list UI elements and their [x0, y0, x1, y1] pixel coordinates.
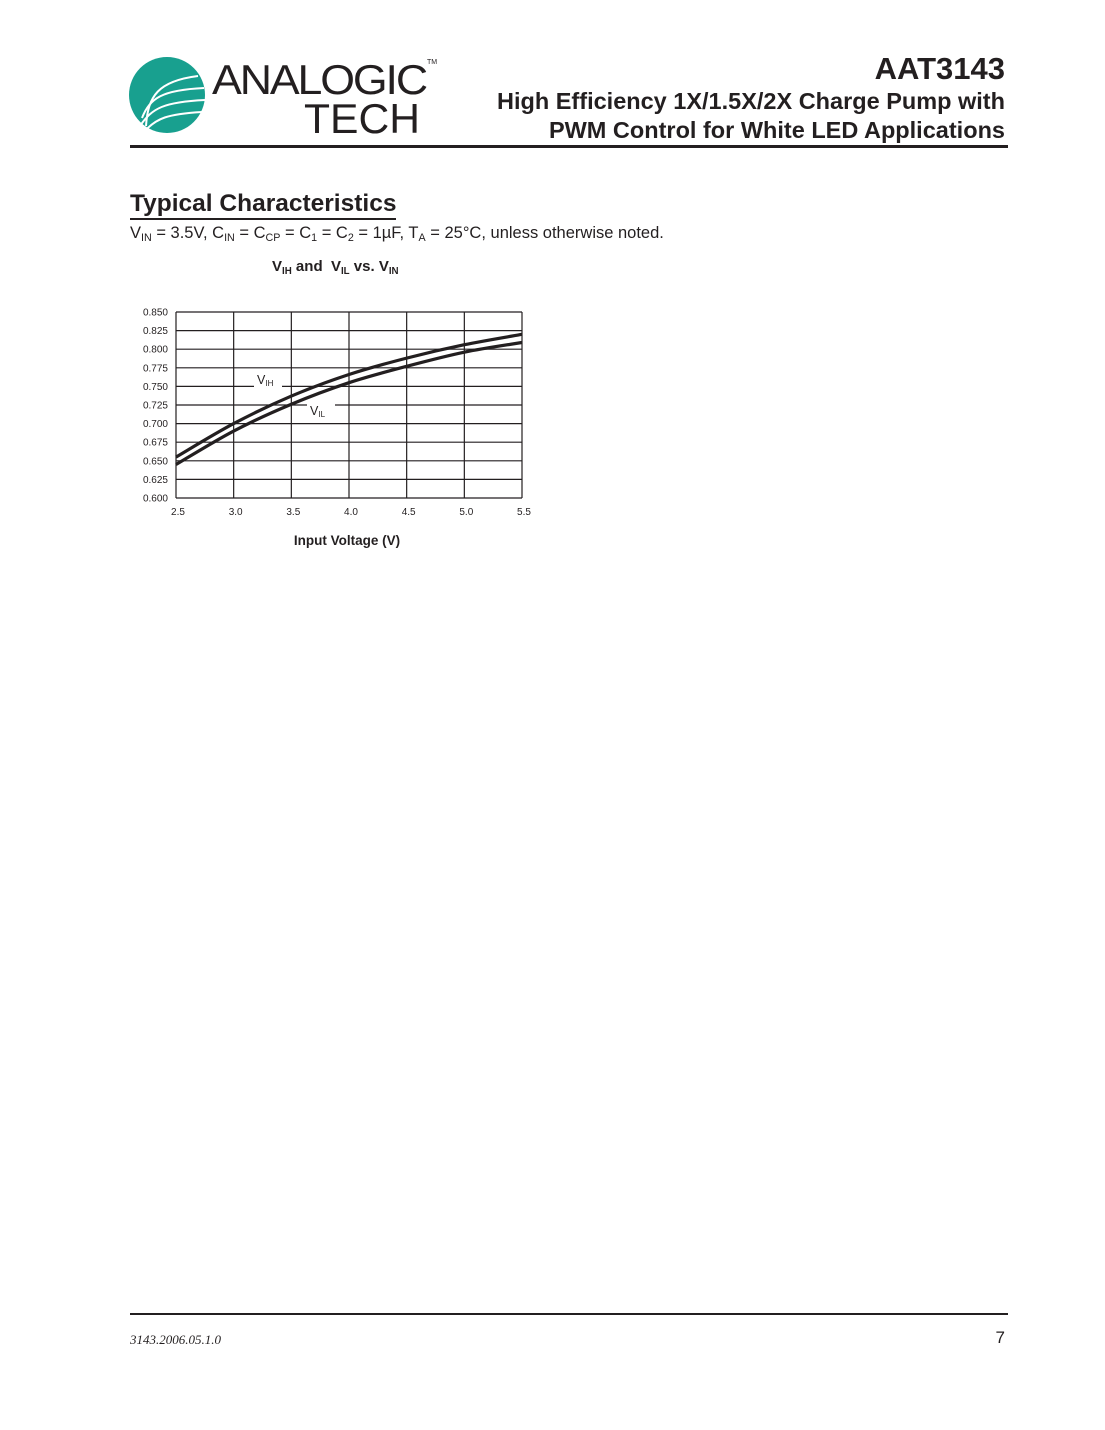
document-title-line-1: High Efficiency 1X/1.5X/2X Charge Pump with	[497, 88, 1005, 114]
svg-text:0.700: 0.700	[142, 419, 168, 431]
svg-text:0.725: 0.725	[142, 400, 168, 412]
chart-title: $V_{IH}$ and $V_{IL}$ vs. $V_{IN}$	[272, 258, 399, 277]
document-code: 3143.2006.05.1.0	[130, 1332, 221, 1347]
svg-text:0.625: 0.625	[142, 474, 168, 486]
svg-text:0.825: 0.825	[142, 326, 168, 338]
svg-text:0.850: 0.850	[142, 307, 168, 319]
part-number: AAT3143	[874, 51, 1005, 86]
svg-text:0.750: 0.750	[142, 381, 168, 393]
svg-text:0.600: 0.600	[142, 493, 168, 505]
svg-text:0.775: 0.775	[142, 363, 168, 375]
y-axis-ticks	[143, 308, 168, 505]
x-axis-ticks	[171, 507, 531, 518]
svg-text:3.5: 3.5	[286, 507, 301, 518]
svg-text:0.675: 0.675	[142, 437, 168, 449]
page-number: 7	[995, 1328, 1005, 1347]
x-axis-label: Input Voltage (V)	[293, 533, 401, 548]
analogictech-logo	[128, 56, 438, 140]
svg-text:5.5: 5.5	[517, 507, 531, 518]
footer-divider	[130, 1313, 1008, 1315]
series-label-vih: VIH	[257, 373, 274, 388]
svg-text:4.5: 4.5	[401, 507, 416, 518]
svg-text:TM: TM	[427, 59, 438, 66]
vih-vil-chart	[130, 300, 550, 560]
document-title-line-2: PWM Control for White LED Applications	[548, 117, 1005, 143]
svg-text:3.0: 3.0	[228, 507, 243, 518]
svg-text:2.5: 2.5	[171, 507, 185, 518]
test-conditions: $V_{IN} = 3.5V$, $C_{IN} = C_{CP} = C_1 = C_2 = 1\mu F$, $T_A = 25^\circ C$, unless otherwise noted.	[130, 224, 664, 244]
section-heading: Typical Characteristics	[130, 190, 396, 220]
series-label-vil: VIL	[310, 404, 326, 419]
svg-text:ANALOGIC: ANALOGIC	[212, 56, 427, 103]
svg-text:TECH: TECH	[304, 95, 420, 140]
svg-text:5.0: 5.0	[459, 507, 474, 518]
svg-text:0.650: 0.650	[142, 456, 168, 468]
chart-grid	[176, 312, 522, 498]
svg-text:4.0: 4.0	[344, 507, 358, 518]
header-divider	[130, 145, 1008, 148]
svg-text:0.800: 0.800	[142, 344, 168, 356]
